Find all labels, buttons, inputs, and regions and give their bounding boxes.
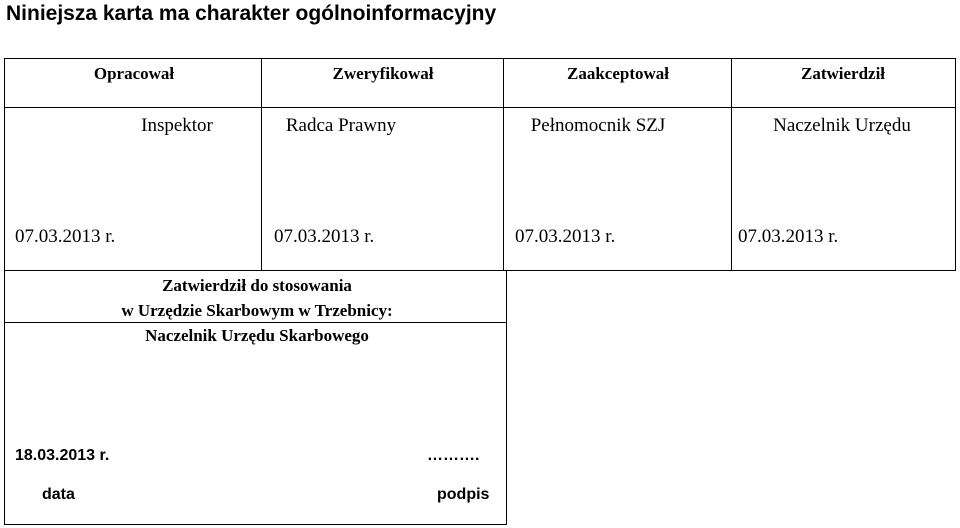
column-divider-1 bbox=[261, 58, 262, 270]
signature-label: podpis bbox=[437, 486, 490, 503]
approval-line-2: w Urzędzie Skarbowym w Trzebnicy: bbox=[121, 301, 393, 320]
header-verified: Zweryfikował bbox=[332, 64, 434, 83]
role-legal-counsel: Radca Prawny bbox=[285, 115, 397, 136]
approval-box-bottom bbox=[4, 524, 507, 525]
signature-dots: ………. bbox=[427, 447, 480, 464]
date-label: data bbox=[42, 486, 75, 503]
column-divider-2 bbox=[503, 58, 504, 270]
approval-line-3: Naczelnik Urzędu Skarbowego bbox=[145, 326, 369, 345]
header-approved: Zatwierdził bbox=[800, 64, 886, 83]
role-plenipotentiary: Pełnomocnik SZJ bbox=[530, 115, 666, 136]
header-accepted: Zaakceptował bbox=[567, 64, 669, 83]
date-prepared: 07.03.2013 r. bbox=[15, 226, 116, 247]
table-border-top bbox=[4, 58, 956, 59]
table-border-right bbox=[955, 58, 956, 270]
table-border-middle bbox=[4, 270, 956, 271]
role-inspector: Inspektor bbox=[141, 115, 213, 136]
page-title: Niniejsza karta ma charakter ogólnoinformacyjny bbox=[6, 2, 497, 25]
column-divider-3 bbox=[731, 58, 732, 270]
approval-date: 18.03.2013 r. bbox=[15, 447, 110, 464]
header-row-divider bbox=[4, 107, 956, 108]
header-prepared: Opracował bbox=[93, 64, 175, 83]
role-head-of-office: Naczelnik Urzędu bbox=[773, 115, 911, 136]
table-border-left bbox=[4, 58, 5, 525]
date-accepted: 07.03.2013 r. bbox=[515, 226, 616, 247]
approval-line-1: Zatwierdził do stosowania bbox=[162, 276, 352, 295]
approval-header-divider bbox=[4, 322, 507, 323]
approval-box-right bbox=[506, 270, 507, 525]
date-verified: 07.03.2013 r. bbox=[274, 226, 375, 247]
date-approved: 07.03.2013 r. bbox=[738, 226, 839, 247]
